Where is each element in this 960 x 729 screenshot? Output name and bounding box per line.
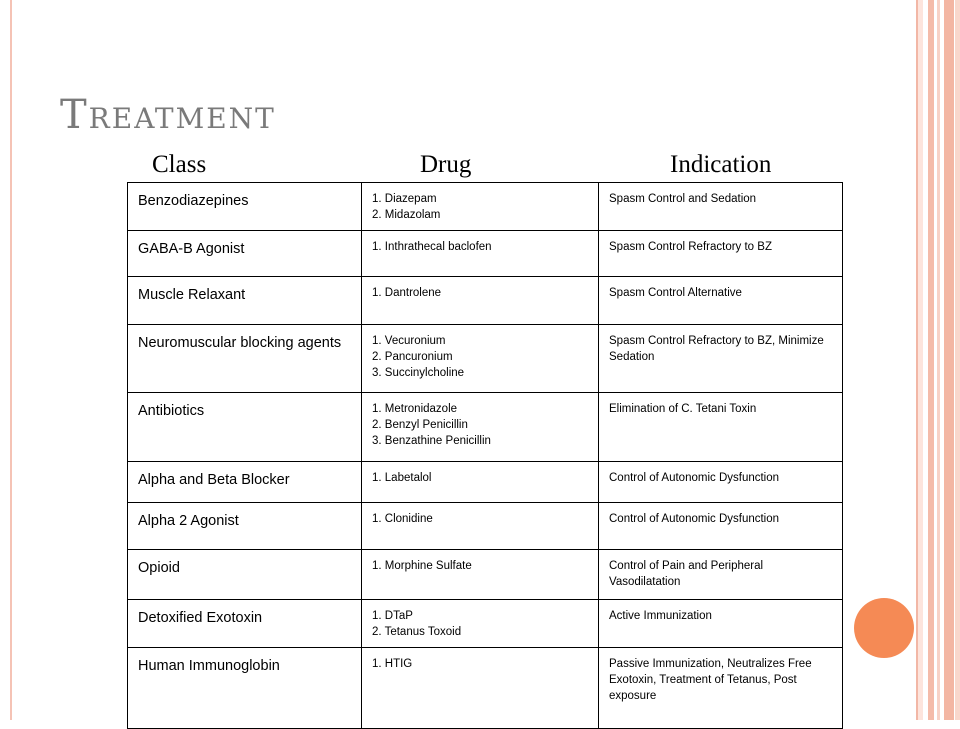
indication-text: Passive Immunization, Neutralizes Free Exotoxin, Treatment of Tetanus, Post exposure [609, 658, 812, 702]
drug-item: 3. Succinylcholine [372, 367, 465, 379]
class-cell [128, 462, 362, 503]
drug-item: 1. HTIG [372, 658, 413, 670]
indication-cell [599, 600, 843, 648]
drug-item: 1. DTaP [372, 610, 413, 622]
class-cell [128, 393, 362, 462]
table-row [128, 600, 843, 648]
class-cell [128, 183, 362, 231]
indication-text: Control of Autonomic Dysfunction [609, 513, 780, 525]
indication-cell [599, 231, 843, 277]
indication-cell [599, 183, 843, 231]
indication-cell [599, 648, 843, 729]
drug-item: 3. Benzathine Penicillin [372, 435, 491, 447]
table-row [128, 277, 843, 325]
table-row [128, 462, 843, 503]
slide-right-stripe [916, 0, 923, 720]
drug-cell [362, 231, 599, 277]
slide-right-stripe [937, 0, 940, 720]
slide-right-stripe [928, 0, 934, 720]
drug-cell [362, 648, 599, 729]
drug-cell [362, 462, 599, 503]
class-text: GABA-B Agonist [138, 241, 245, 257]
indication-text: Elimination of C. Tetani Toxin [609, 403, 757, 415]
class-cell [128, 325, 362, 393]
drug-item: 1. Dantrolene [372, 287, 442, 299]
indication-text: Active Immunization [609, 610, 712, 622]
indication-cell [599, 503, 843, 550]
class-text: Alpha 2 Agonist [138, 513, 239, 529]
drug-cell [362, 393, 599, 462]
class-cell [128, 648, 362, 729]
class-text: Human Immunoglobin [138, 658, 280, 674]
drug-cell [362, 600, 599, 648]
column-header-class: Class [152, 151, 207, 178]
drug-item: 1. Clonidine [372, 513, 433, 525]
indication-cell [599, 393, 843, 462]
class-cell [128, 503, 362, 550]
indication-text: Spasm Control Refractory to BZ, Minimize Sedation [609, 335, 824, 363]
indication-text: Control of Autonomic Dysfunction [609, 472, 780, 484]
drug-item: 1. Diazepam [372, 193, 437, 205]
indication-cell [599, 462, 843, 503]
drug-item: 2. Pancuronium [372, 351, 453, 363]
indication-text: Spasm Control Refractory to BZ [609, 241, 772, 253]
drug-cell [362, 503, 599, 550]
column-header-drug: Drug [420, 151, 472, 178]
table-row [128, 183, 843, 231]
indication-text: Spasm Control Alternative [609, 287, 742, 299]
class-text: Neuromuscular blocking agents [138, 335, 342, 351]
treatment-table [127, 182, 843, 729]
accent-circle [854, 598, 914, 658]
drug-item: 2. Tetanus Toxoid [372, 626, 462, 638]
drug-item: 1. Metronidazole [372, 403, 458, 415]
drug-item: 1. Morphine Sulfate [372, 560, 472, 572]
slide-right-stripe [955, 0, 960, 720]
class-text: Alpha and Beta Blocker [138, 472, 290, 488]
class-cell [128, 550, 362, 600]
drug-cell [362, 550, 599, 600]
drug-cell [362, 325, 599, 393]
indication-text: Control of Pain and Peripheral Vasodilatation [609, 560, 764, 588]
drug-item: 2. Midazolam [372, 209, 441, 221]
table-row [128, 648, 843, 729]
drug-cell [362, 277, 599, 325]
class-text: Benzodiazepines [138, 193, 249, 209]
slide-right-stripe [944, 0, 954, 720]
class-text: Muscle Relaxant [138, 287, 246, 303]
indication-cell [599, 325, 843, 393]
class-cell [128, 277, 362, 325]
table-row [128, 231, 843, 277]
drug-item: 1. Inthrathecal baclofen [372, 241, 492, 253]
indication-cell [599, 277, 843, 325]
drug-cell [362, 183, 599, 231]
table-row [128, 550, 843, 600]
column-header-indication: Indication [670, 151, 772, 178]
table-row [128, 393, 843, 462]
indication-cell [599, 550, 843, 600]
table-row [128, 325, 843, 393]
drug-item: 2. Benzyl Penicillin [372, 419, 468, 431]
slide-title: Treatment [60, 92, 276, 138]
drug-item: 1. Vecuronium [372, 335, 446, 347]
class-text: Detoxified Exotoxin [138, 610, 263, 626]
class-cell [128, 600, 362, 648]
class-text: Opioid [138, 560, 180, 576]
class-cell [128, 231, 362, 277]
slide-left-border [0, 0, 12, 720]
drug-item: 1. Labetalol [372, 472, 432, 484]
table-row [128, 503, 843, 550]
class-text: Antibiotics [138, 403, 205, 419]
indication-text: Spasm Control and Sedation [609, 193, 757, 205]
